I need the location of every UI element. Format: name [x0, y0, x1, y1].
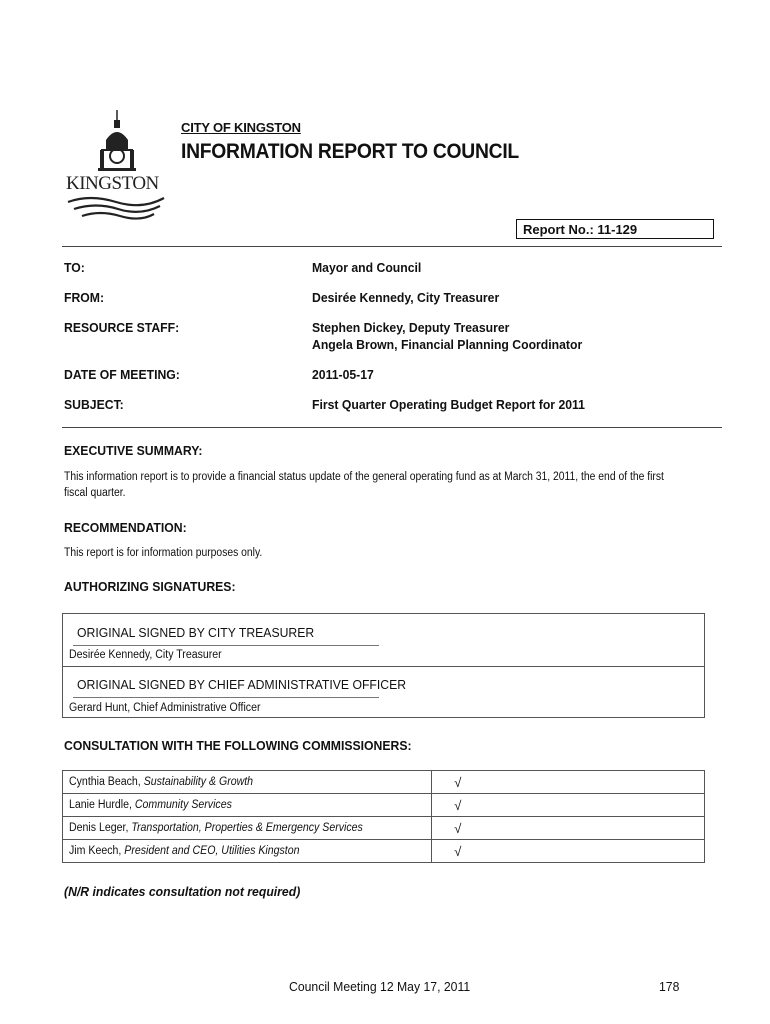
- commissioner-name: Jim Keech,: [69, 845, 125, 857]
- resource-staff-label: RESOURCE STAFF:: [64, 320, 180, 335]
- commissioner-name: Lanie Hurdle,: [69, 799, 135, 811]
- executive-summary-heading: EXECUTIVE SUMMARY:: [64, 443, 203, 458]
- signatures-box: [62, 613, 705, 718]
- check-mark: √: [432, 817, 705, 840]
- consultation-note: (N/R indicates consultation not required): [64, 884, 301, 899]
- to-value: Mayor and Council: [312, 260, 422, 275]
- from-value: Desirée Kennedy, City Treasurer: [312, 290, 500, 305]
- subject-value: First Quarter Operating Budget Report for 2011: [312, 397, 585, 412]
- commissioner-role: Community Services: [134, 799, 232, 811]
- report-number-box: [516, 219, 714, 239]
- resource-staff-value-1: Stephen Dickey, Deputy Treasurer: [312, 320, 510, 335]
- check-mark: √: [432, 840, 705, 863]
- header-rule: [62, 246, 722, 247]
- signed-statement-cao: ORIGINAL SIGNED BY CHIEF ADMINISTRATIVE OFFICER: [77, 677, 407, 692]
- signature-line: [73, 697, 379, 698]
- logo-wordmark: KINGSTON: [66, 173, 159, 194]
- table-row: [63, 794, 705, 817]
- signer-name-treasurer: Desirée Kennedy, City Treasurer: [69, 649, 222, 661]
- resource-staff-value-2: Angela Brown, Financial Planning Coordinator: [312, 337, 583, 352]
- authorizing-signatures-heading: AUTHORIZING SIGNATURES:: [64, 579, 236, 594]
- commissioner-role: Transportation, Properties & Emergency Services: [131, 822, 363, 834]
- city-hall-logo: [60, 110, 172, 222]
- fields-rule: [62, 427, 722, 428]
- date-label: DATE OF MEETING:: [64, 367, 180, 382]
- commissioner-name: Cynthia Beach,: [69, 776, 144, 788]
- commissioners-table: [62, 770, 705, 863]
- from-label: FROM:: [64, 290, 105, 305]
- signed-statement-treasurer: ORIGINAL SIGNED BY CITY TREASURER: [77, 625, 315, 640]
- page-title: INFORMATION REPORT TO COUNCIL: [181, 140, 519, 163]
- date-value: 2011-05-17: [312, 367, 374, 382]
- executive-summary-text: This information report is to provide a financial status update of the general operating fund as at March 31, 2011, the end of the first fiscal quarter.: [64, 471, 664, 499]
- to-label: TO:: [64, 260, 85, 275]
- signature-line: [73, 645, 379, 646]
- check-mark: √: [432, 771, 705, 794]
- signer-name-cao: Gerard Hunt, Chief Administrative Officer: [69, 702, 261, 714]
- commissioner-name: Denis Leger,: [69, 822, 132, 834]
- consultation-heading: CONSULTATION WITH THE FOLLOWING COMMISSIONERS:: [64, 738, 412, 753]
- page-number: 178: [659, 979, 680, 994]
- footer-meeting: Council Meeting 12 May 17, 2011: [289, 979, 471, 994]
- recommendation-text: This report is for information purposes only.: [64, 547, 263, 559]
- table-row: [63, 840, 705, 863]
- commissioner-role: President and CEO, Utilities Kingston: [124, 845, 300, 857]
- city-name: CITY OF KINGSTON: [181, 120, 301, 135]
- report-number: Report No.: 11-129: [523, 222, 638, 237]
- table-row: [63, 771, 705, 794]
- check-mark: √: [432, 794, 705, 817]
- table-row: [63, 817, 705, 840]
- subject-label: SUBJECT:: [64, 397, 124, 412]
- signature-divider: [63, 666, 704, 667]
- commissioner-role: Sustainability & Growth: [143, 776, 254, 788]
- recommendation-heading: RECOMMENDATION:: [64, 520, 187, 535]
